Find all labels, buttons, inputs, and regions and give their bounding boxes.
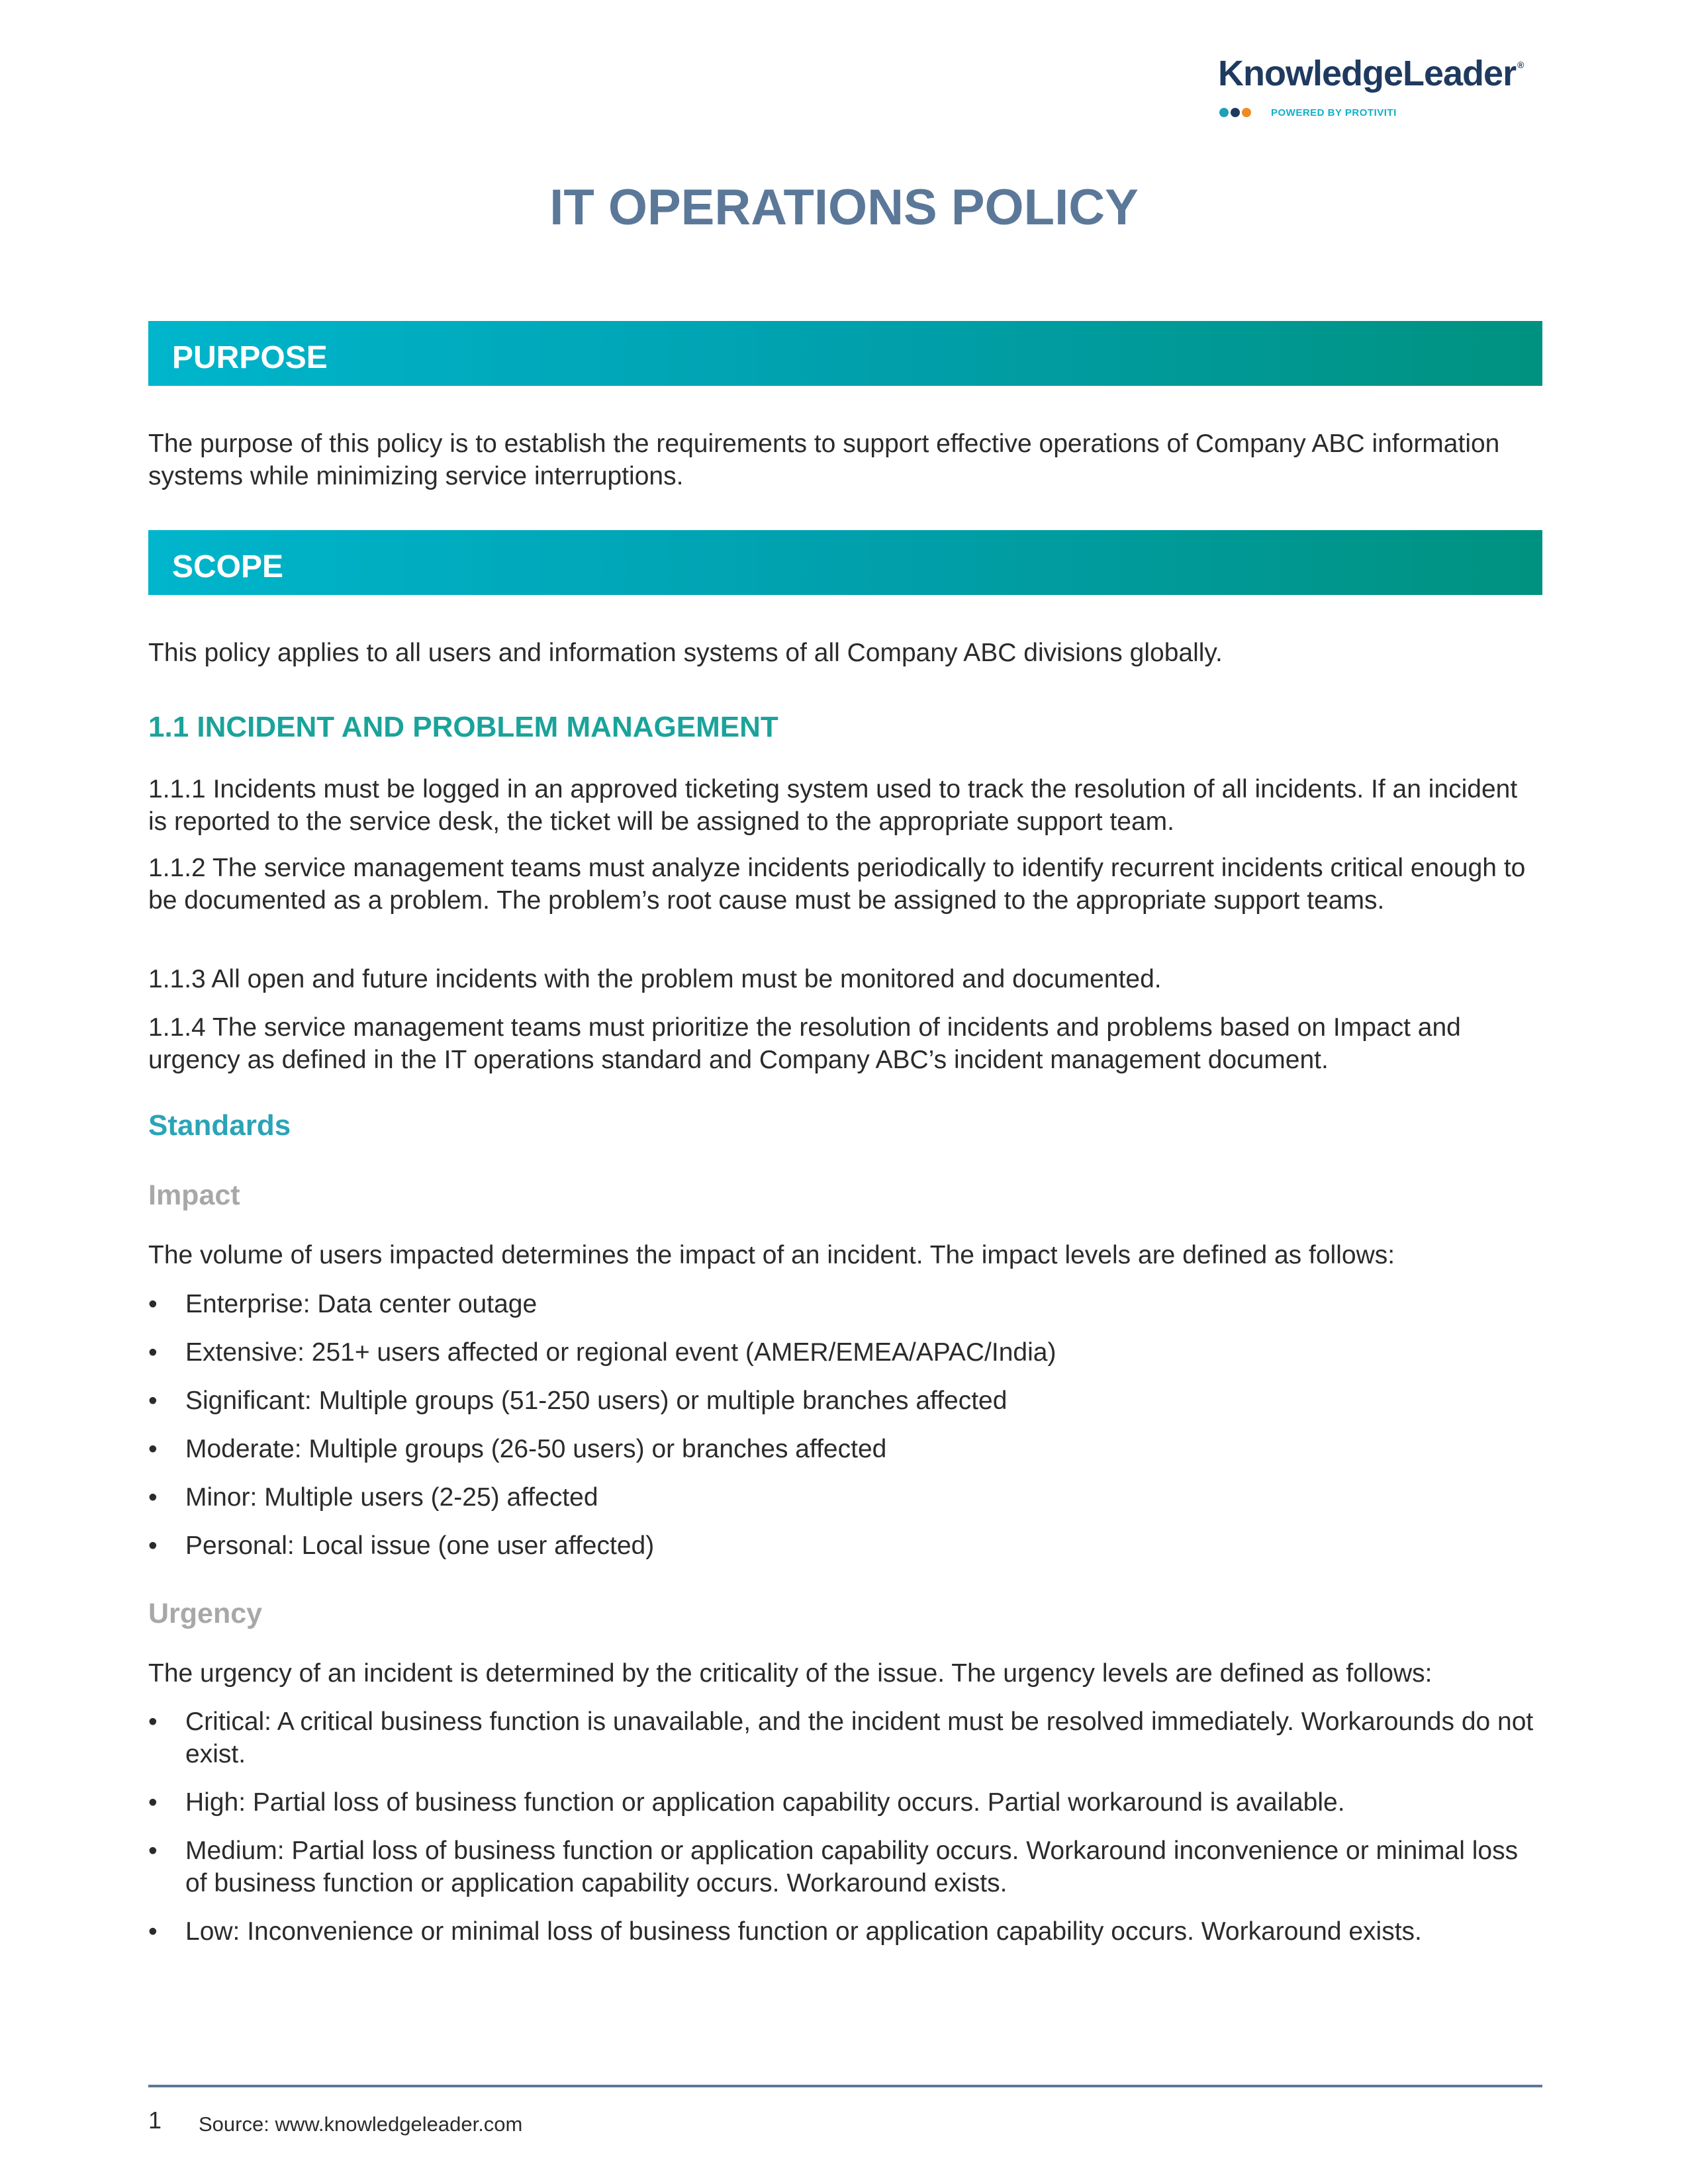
logo-wordmark: KnowledgeLeader ®: [1218, 54, 1524, 93]
knowledgeleader-logo[interactable]: [1218, 53, 1542, 126]
document-title: IT OPERATIONS POLICY: [549, 179, 1139, 236]
bullet: •: [148, 1338, 158, 1367]
scope-heading: SCOPE: [172, 549, 284, 584]
purpose-text: The purpose of this policy is to establish the requirements to support effective operations of Company ABC information systems while minimizing service interruptions.: [148, 430, 1500, 490]
logo-dot-navy: [1231, 108, 1240, 117]
bullet: •: [148, 1837, 158, 1865]
bullet: •: [148, 1531, 158, 1560]
purpose-heading: PURPOSE: [172, 340, 328, 375]
purpose-section-bar: [148, 321, 1542, 386]
page-number: 1: [148, 2107, 162, 2134]
footer-source[interactable]: Source: www.knowledgeleader.com: [199, 2113, 523, 2136]
bullet: •: [148, 1788, 158, 1817]
urgency-intro: The urgency of an incident is determined by the criticality of the issue. The urgency levels are defined as follows:: [148, 1659, 1432, 1688]
bullet: •: [148, 1917, 158, 1946]
document-page: KnowledgeLeader ® POWERED BY PROTIVITI IT OPERATIONS POLICY PURPOSE The purpose of this policy is to establish the requirements to support effective operations of Company ABC information systems while minimizing service interruptions. SCOPE This policy applies to all users and information systems of all Company ABC divisions globally. 1.1 INCIDENT AND PROBLEM MANAGEMENT 1.1.1 Incidents must be logged in an approved ticketing system used to track the resolution of all incidents. If an incident is reported to the service desk, the ticket will be assigned to the appropriate support team. 1.1.2 The service management teams must analyze incidents periodically to identify recurrent incidents critical enough to be documented as a problem. The problem’s root cause must be assigned to the appropriate support teams. 1.1.3 All open and future incidents with the problem must be monitored and documented. 1.1.4 The service management teams must prioritize the resolution of incidents and problems based on Impact and urgency as defined in the IT operations standard and Company ABC’s incident management document. Standards Impact The volume of users impacted determines the impact of an incident. The impact levels are defined as follows: • Enterprise: Data center outage • Extensive: 251+ users affected or regional event (AMER/EMEA/APAC/India) • Significant: Multiple groups (51-250 users) or multiple branches affected • Moderate: Multiple groups (26-50 users) or branches affected • Minor: Multiple users (2-25) affected • Personal: Local issue (one user affected) Urgency The urgency of an incident is determined by the criticality of the issue. The urgency levels are defined as follows: • Critical: A critical business function is unavailable, and the incident must be resolved immediately. Workarounds do not exist. • High: Partial loss of business function or application capability occurs. Partial workaround is available. • Medium: Partial loss of business function or application capability occurs. Workaround inconvenience or minimal loss of business function or application capability occurs. Workaround exists. • Low: Inconvenience or minimal loss of business function or application capability occurs. Workaround exists. 1 Source: www.knowledgeleader.com: [0, 0, 1688, 2184]
impact-heading: Impact: [148, 1179, 240, 1211]
incident-para-2: 1.1.2 The service management teams must analyze incidents periodically to identify recurrent incidents critical enough to be documented as a problem. The problem’s root cause must be assigned to the appropriate support teams.: [148, 854, 1526, 915]
logo-dot-teal: [1219, 108, 1229, 117]
standards-heading: Standards: [148, 1109, 291, 1142]
logo-dots-icon: [1219, 108, 1253, 118]
incident-heading: 1.1 INCIDENT AND PROBLEM MANAGEMENT: [148, 711, 778, 743]
footer-divider: [148, 2085, 1542, 2087]
logo-tagline: POWERED BY PROTIVITI: [1271, 107, 1397, 118]
incident-para-1: 1.1.1 Incidents must be logged in an approved ticketing system used to track the resolution of all incidents. If an incident is reported to the service desk, the ticket will be assigned to the appropriate support team.: [148, 775, 1518, 836]
logo-dot-orange: [1242, 108, 1251, 117]
bullet: •: [148, 1387, 158, 1415]
scope-section-bar: [148, 530, 1542, 595]
impact-intro: The volume of users impacted determines the impact of an incident. The impact levels are defined as follows:: [148, 1241, 1395, 1269]
scope-text: This policy applies to all users and information systems of all Company ABC divisions globally.: [148, 639, 1223, 667]
bullet: •: [148, 1290, 158, 1318]
bullet: •: [148, 1483, 158, 1512]
registered-mark: ®: [1517, 60, 1524, 70]
incident-para-3: 1.1.3 All open and future incidents with the problem must be monitored and documented.: [148, 965, 1162, 993]
bullet: •: [148, 1435, 158, 1463]
urgency-heading: Urgency: [148, 1598, 263, 1629]
incident-para-4: 1.1.4 The service management teams must prioritize the resolution of incidents and problems based on Impact and urgency as defined in the IT operations standard and Company ABC’s incident management document.: [148, 1013, 1461, 1074]
bullet: •: [148, 1707, 158, 1736]
